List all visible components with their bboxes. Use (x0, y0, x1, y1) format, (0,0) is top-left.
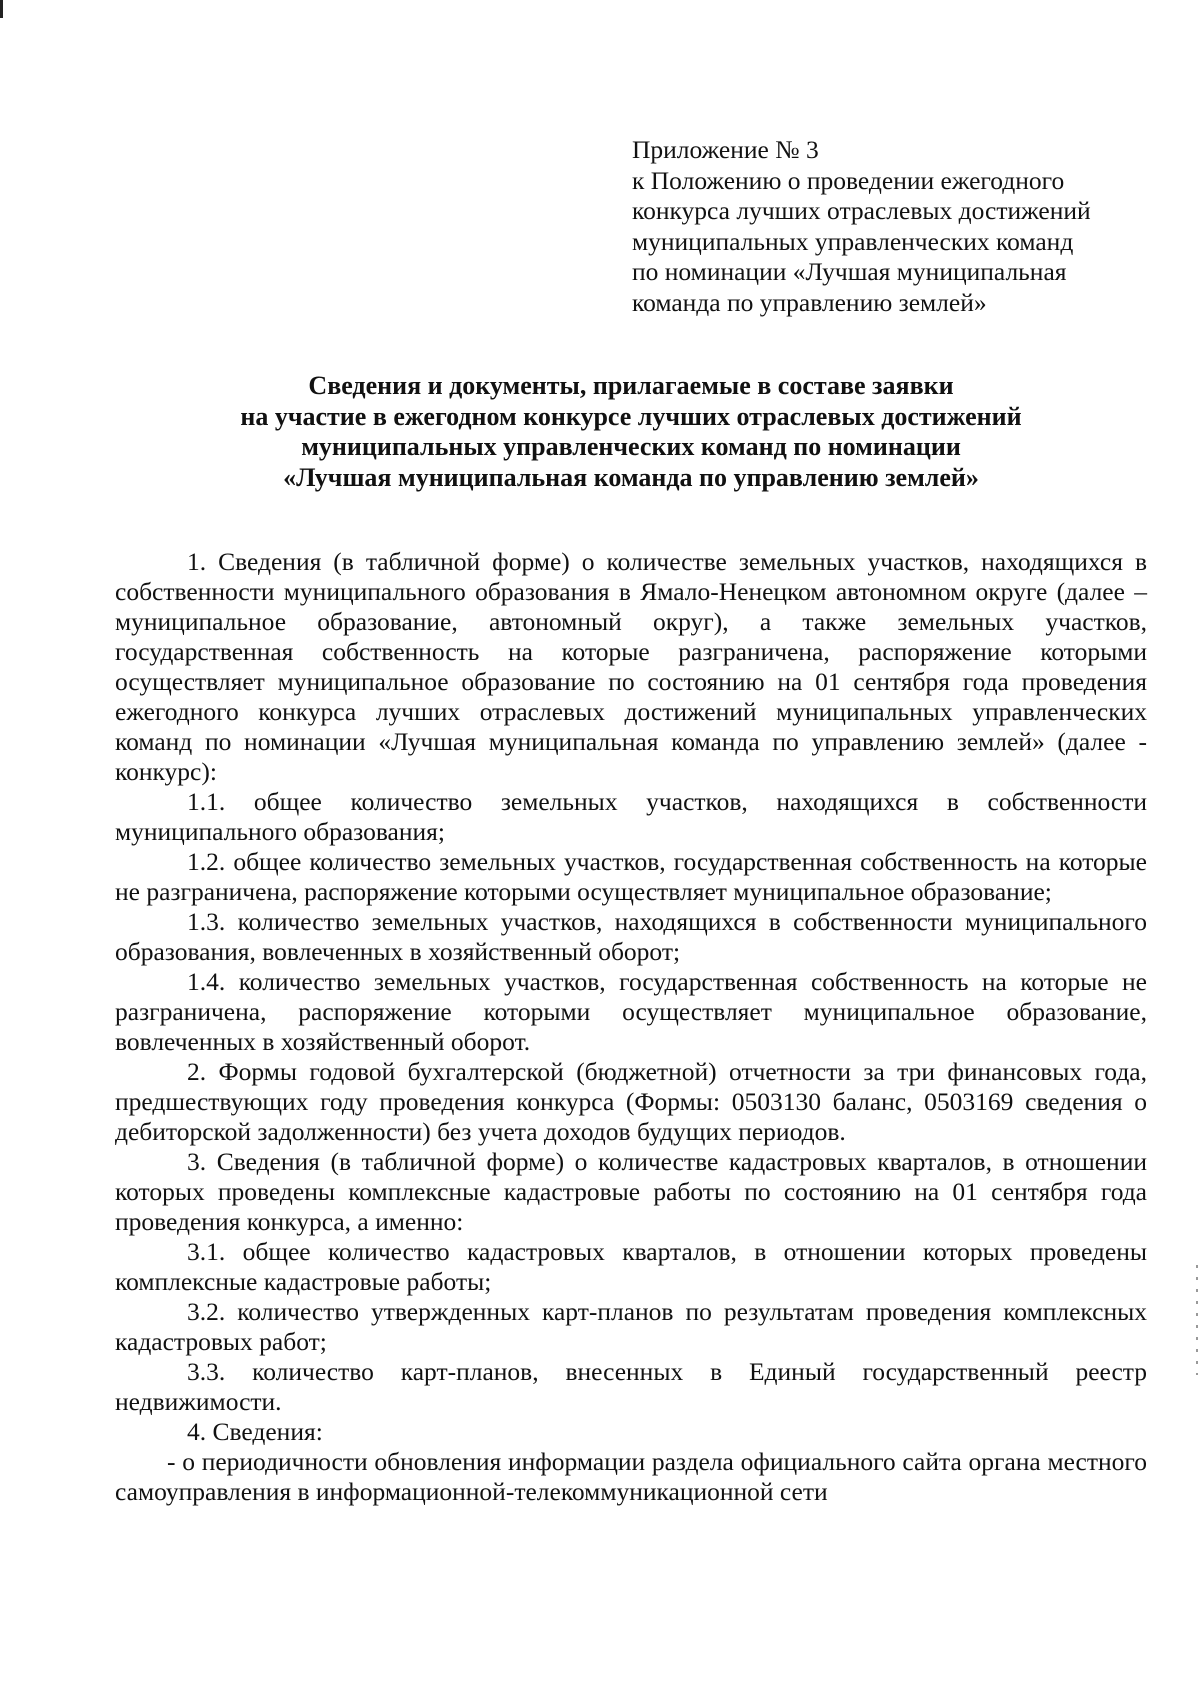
annex-line: команда по управлению землей» (632, 287, 987, 317)
scan-edge-artifact (1196, 1265, 1198, 1375)
paragraph-3-1: 3.1. общее количество кадастровых кварталов, в отношении которых проведены комплексные кадастровые работы; (115, 1237, 1147, 1296)
paragraph-1-3: 1.3. количество земельных участков, находящихся в собственности муниципального образования, вовлеченных в хозяйственный оборот; (115, 907, 1147, 966)
title-line: на участие в ежегодном конкурсе лучших отраслевых достижений (240, 401, 1022, 431)
paragraph-4: 4. Сведения: (187, 1417, 323, 1446)
paragraph-2: 2. Формы годовой бухгалтерской (бюджетной) отчетности за три финансовых года, предшествующих году проведения конкурса (Формы: 0503130 баланс, 0503169 сведения о дебиторской задолженности) без учета доходов будущих периодов. (115, 1057, 1147, 1146)
title-line: Сведения и документы, прилагаемые в составе заявки (308, 371, 954, 400)
paragraph-3-3: 3.3. количество карт-планов, внесенных в Единый государственный реестр недвижимости. (115, 1357, 1147, 1416)
title-line: «Лучшая муниципальная команда по управлению землей» (283, 462, 979, 492)
document-title (115, 371, 1147, 493)
annex-block (632, 135, 1152, 318)
annex-line: Приложение № 3 (632, 135, 819, 164)
annex-line: к Положению о проведении ежегодного (632, 165, 1065, 195)
scan-artifact-mark (0, 0, 3, 18)
paragraph-1-4: 1.4. количество земельных участков, государственная собственность на которые не разграничена, распоряжение которыми осуществляет муниципальное образование, вовлеченных в хозяйственный оборот. (115, 967, 1147, 1056)
paragraph-4-dash: - о периодичности обновления информации раздела официального сайта органа местного самоуправления в информационной-телекоммуникационной сети (115, 1447, 1147, 1506)
annex-line: по номинации «Лучшая муниципальная (632, 257, 1067, 286)
title-line: муниципальных управленческих команд по номинации (301, 432, 961, 461)
document-body (115, 547, 1147, 1507)
paragraph-1-2: 1.2. общее количество земельных участков, государственная собственность на которые не разграничена, распоряжение которыми осуществляет муниципальное образование; (115, 847, 1147, 906)
paragraph-1: 1. Сведения (в табличной форме) о количестве земельных участков, находящихся в собственности муниципального образования в Ямало-Ненецком автономном округе (далее – муниципальное образование, автономный округ), а также земельных участков, государственная собственность на которые разграничена, распоряжение которыми осуществляет муниципальное образование по состоянию на 01 сентября года проведения ежегодного конкурса лучших отраслевых достижений муниципальных управленческих команд по номинации «Лучшая муниципальная команда по управлению землей» (далее - конкурс): (115, 547, 1147, 786)
paragraph-3: 3. Сведения (в табличной форме) о количестве кадастровых кварталов, в отношении которых проведены комплексные кадастровые работы по состоянию на 01 сентября года проведения конкурса, а именно: (115, 1147, 1147, 1236)
annex-line: муниципальных управленческих команд (632, 226, 1074, 256)
annex-line: конкурса лучших отраслевых достижений (632, 196, 1091, 225)
paragraph-3-2: 3.2. количество утвержденных карт-планов по результатам проведения комплексных кадастровых работ; (115, 1297, 1147, 1356)
paragraph-1-1: 1.1. общее количество земельных участков, находящихся в собственности муниципального образования; (115, 787, 1147, 846)
